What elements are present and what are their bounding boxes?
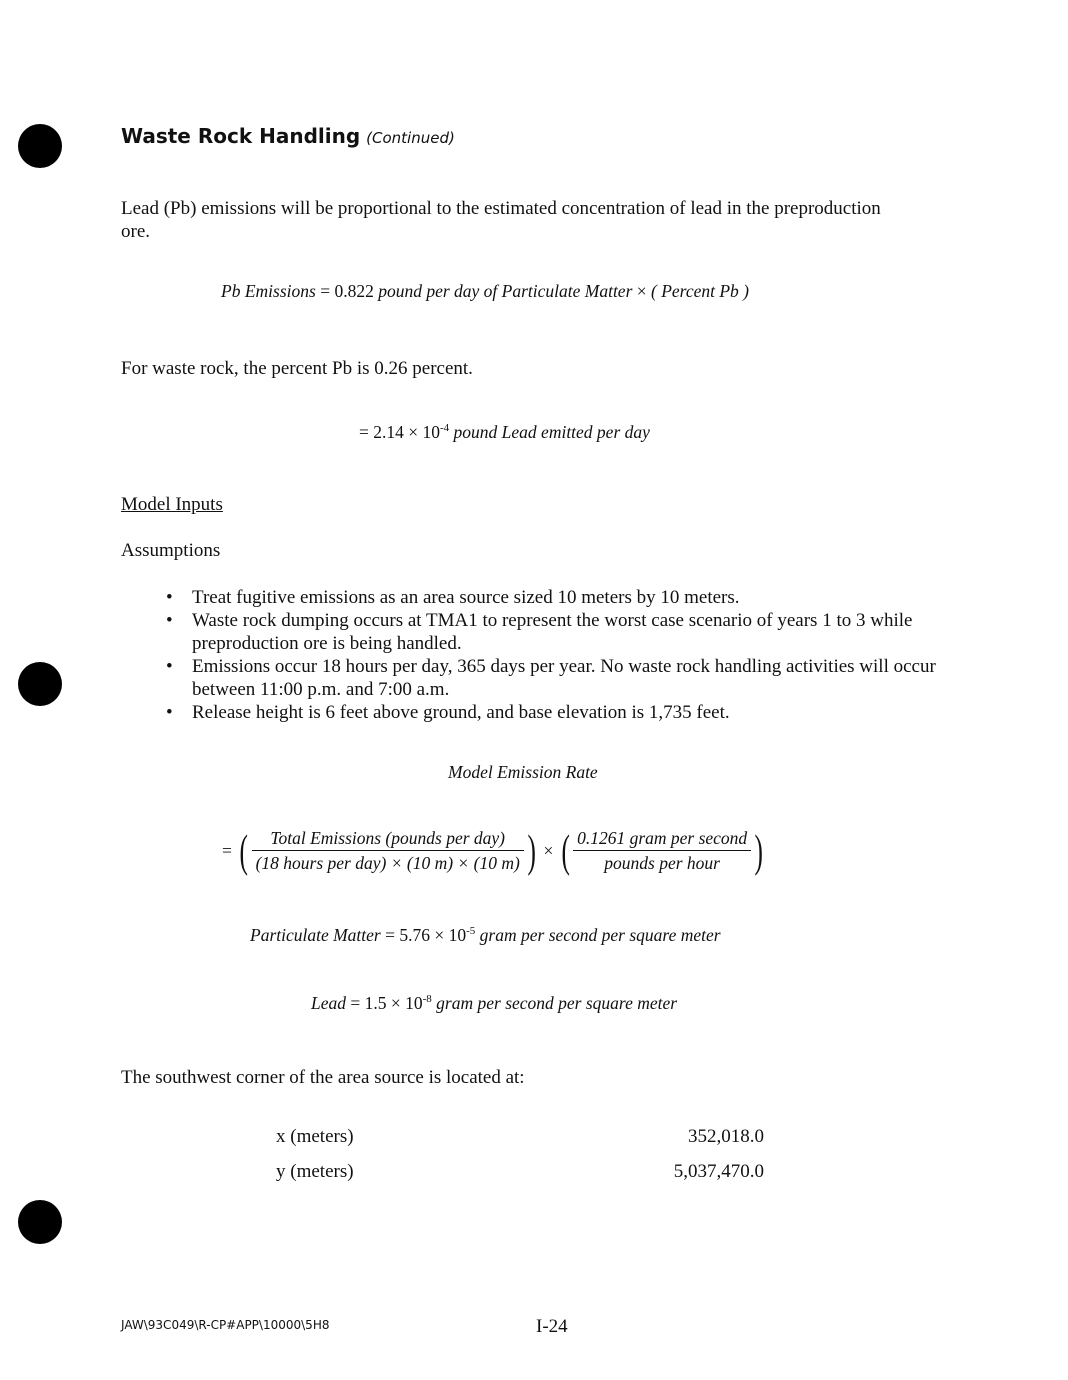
rate-eq-close-paren-1: ) <box>527 825 536 876</box>
binder-hole-middle <box>18 662 62 706</box>
rate-eq-frac2-denominator: pounds per hour <box>604 853 720 873</box>
eq-pm-base: 10 <box>448 925 467 945</box>
eq-lead-rate-exponent: -8 <box>422 993 432 1005</box>
eq-pm-equals: = <box>385 925 395 945</box>
list-item: • Release height is 6 feet above ground, and base elevation is 1,735 feet. <box>162 701 962 724</box>
eq-lead-day-units: pound Lead emitted per day <box>453 422 650 442</box>
eq-lead-rate-units: gram per second per square meter <box>436 993 678 1013</box>
eq-lead-day-base: 10 <box>422 422 440 442</box>
eq-pb-units: pound per day of Particulate Matter <box>378 281 633 301</box>
assumptions-heading: Assumptions <box>121 540 221 561</box>
paragraph-percent-pb: For waste rock, the percent Pb is 0.26 percent. <box>121 358 473 379</box>
rate-eq-fraction-2 <box>573 828 751 874</box>
coord-label-y: y (meters) <box>276 1161 354 1182</box>
coord-value-x: 352,018.0 <box>688 1126 764 1147</box>
eq-pb-lhs: Pb Emissions <box>221 281 316 301</box>
eq-pm-mantissa: 5.76 <box>399 925 430 945</box>
section-title: Waste Rock Handling <box>121 124 361 148</box>
list-item: • Treat fugitive emissions as an area source sized 10 meters by 10 meters. <box>162 586 962 609</box>
eq-pm-units: gram per second per square meter <box>479 925 721 945</box>
eq-lead-day-mantissa: 2.14 <box>373 422 404 442</box>
rate-eq-frac1-numerator: Total Emissions (pounds per day) <box>252 828 524 851</box>
eq-lead-rate-mantissa: 1.5 <box>364 993 387 1013</box>
eq-lead-day-times: × <box>408 422 419 442</box>
rate-eq-times: × <box>543 840 554 861</box>
rate-eq-equals: = <box>222 840 232 861</box>
model-inputs-heading: Model Inputs <box>121 494 223 515</box>
eq-pm-exponent: -5 <box>466 925 476 937</box>
rate-eq-open-paren-2: ( <box>561 825 570 876</box>
list-item: • Waste rock dumping occurs at TMA1 to represent the worst case scenario of years 1 to 3 while preproduction ore is being handled. <box>162 609 962 655</box>
eq-lead-day-exponent: -4 <box>440 422 450 434</box>
binder-hole-top <box>18 124 62 168</box>
rate-eq-frac2-numerator: 0.1261 gram per second <box>573 828 751 851</box>
equation-particulate-matter <box>250 925 721 946</box>
equation-pb-emissions <box>221 281 749 302</box>
rate-eq-fraction-1 <box>252 828 524 874</box>
continued-label: (Continued) <box>366 129 455 147</box>
paragraph-lead-emissions: Lead (Pb) emissions will be proportional to the estimated concentration of lead in the preproduction ore. <box>121 198 881 242</box>
eq-pm-times: × <box>434 925 445 945</box>
binder-hole-bottom <box>18 1200 62 1244</box>
eq-pb-value: 0.822 <box>334 281 374 301</box>
section-heading <box>121 124 455 148</box>
rate-eq-frac1-denominator: (18 hours per day) × (10 m) × (10 m) <box>255 853 520 873</box>
coord-value-y: 5,037,470.0 <box>673 1161 764 1182</box>
list-item: • Emissions occur 18 hours per day, 365 days per year. No waste rock handling activities will occur between 11:00 p.m. and 7:00 a.m. <box>162 655 962 701</box>
rate-eq-open-paren-1: ( <box>239 825 249 876</box>
eq-lead-rate-base: 10 <box>405 993 423 1013</box>
equation-lead-rate <box>311 993 677 1014</box>
eq-pb-equals: = <box>320 281 331 301</box>
eq-lead-rate-times: × <box>390 993 401 1013</box>
eq-pb-factor: ( Percent Pb ) <box>651 281 750 301</box>
equation-lead-per-day <box>359 422 650 443</box>
paragraph-southwest-corner: The southwest corner of the area source is located at: <box>121 1067 525 1088</box>
eq-lead-rate-lhs: Lead <box>311 993 346 1013</box>
eq-lead-rate-equals: = <box>350 993 361 1013</box>
rate-eq-close-paren-2: ) <box>754 825 764 876</box>
equation-emission-rate <box>222 825 767 876</box>
model-emission-rate-title: Model Emission Rate <box>448 762 598 782</box>
eq-pm-lhs: Particulate Matter <box>250 925 381 945</box>
coord-label-x: x (meters) <box>276 1126 354 1147</box>
eq-lead-day-equals: = <box>359 422 369 442</box>
assumptions-list <box>162 586 962 724</box>
page-number: I-24 <box>536 1316 568 1337</box>
eq-pb-times: × <box>636 281 647 301</box>
footer-document-code: JAW\93C049\R-CP#APP\10000\5H8 <box>121 1318 330 1332</box>
